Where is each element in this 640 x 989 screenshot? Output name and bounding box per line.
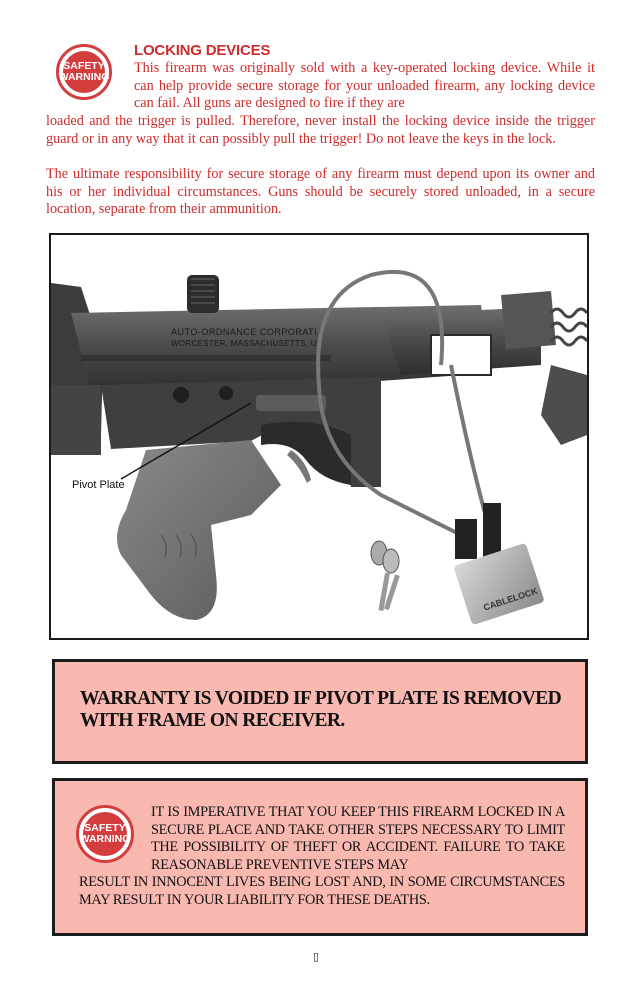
seal-text-warning: WARNING [58,71,110,83]
page-number: ▯ [313,950,320,963]
lock-brand-label: CABLELOCK [482,585,539,613]
imperative-text-part-1: IT IS IMPERATIVE THAT YOU KEEP THIS FIREARM LOCKED IN A SECURE PLACE AND TAKE OTHER STEPS NECESSARY TO LIMIT THE POSSIBILITY OF THEFT OR ACCIDENT. FAILURE TO TAKE REASONABLE PREVENTIVE STEPS MAY [151,804,565,873]
locking-paragraph-1: This firearm was originally sold with a key-operated locking device. While it can help provide secure storage for your unloaded firearm, any locking device can fail. All guns are designed to fire if they are [134,60,595,112]
warranty-warning-box [52,659,588,764]
safety-warning-seal [56,44,112,100]
locking-paragraph-2: loaded and the trigger is pulled. Therefore, never install the locking device inside the trigger guard or in any way that it can possibly pull the trigger! Do not leave the keys in the lock. [46,113,595,147]
pivot-plate [256,395,326,411]
cocking-knob [187,275,219,313]
storage-paragraph: The ultimate responsibility for secure storage of any firearm must depend upon its owner and his or her individual circumstances. Guns should be securely stored unloaded, in a secure location, separate from their ammunition. [46,166,595,218]
imperative-text-part-2: RESULT IN INNOCENT LIVES BEING LOST AND, IN SOME CIRCUMSTANCES MAY RESULT IN YOUR LIABILITY FOR THESE DEATHS. [79,874,565,908]
firearm-cable-lock-photo [49,233,589,640]
safety-warning-seal [76,805,134,863]
receiver-engraving-line-2: WORCESTER, MASSACHUSETTS, U [171,339,317,348]
seal-text-safety: SAFETY [84,821,126,834]
locking-devices-heading: LOCKING DEVICES [134,42,271,59]
receiver-engraving-line-1: AUTO-ORDNANCE CORPORATI [171,327,318,337]
seal-text-warning: WARNING [79,833,131,845]
seal-text-safety: SAFETY [63,59,105,72]
pivot-plate-callout-label: Pivot Plate [72,479,125,491]
secure-storage-warning-box [52,778,588,936]
warranty-text: WARRANTY IS VOIDED IF PIVOT PLATE IS REMOVED WITH FRAME ON RECEIVER. [80,688,562,731]
